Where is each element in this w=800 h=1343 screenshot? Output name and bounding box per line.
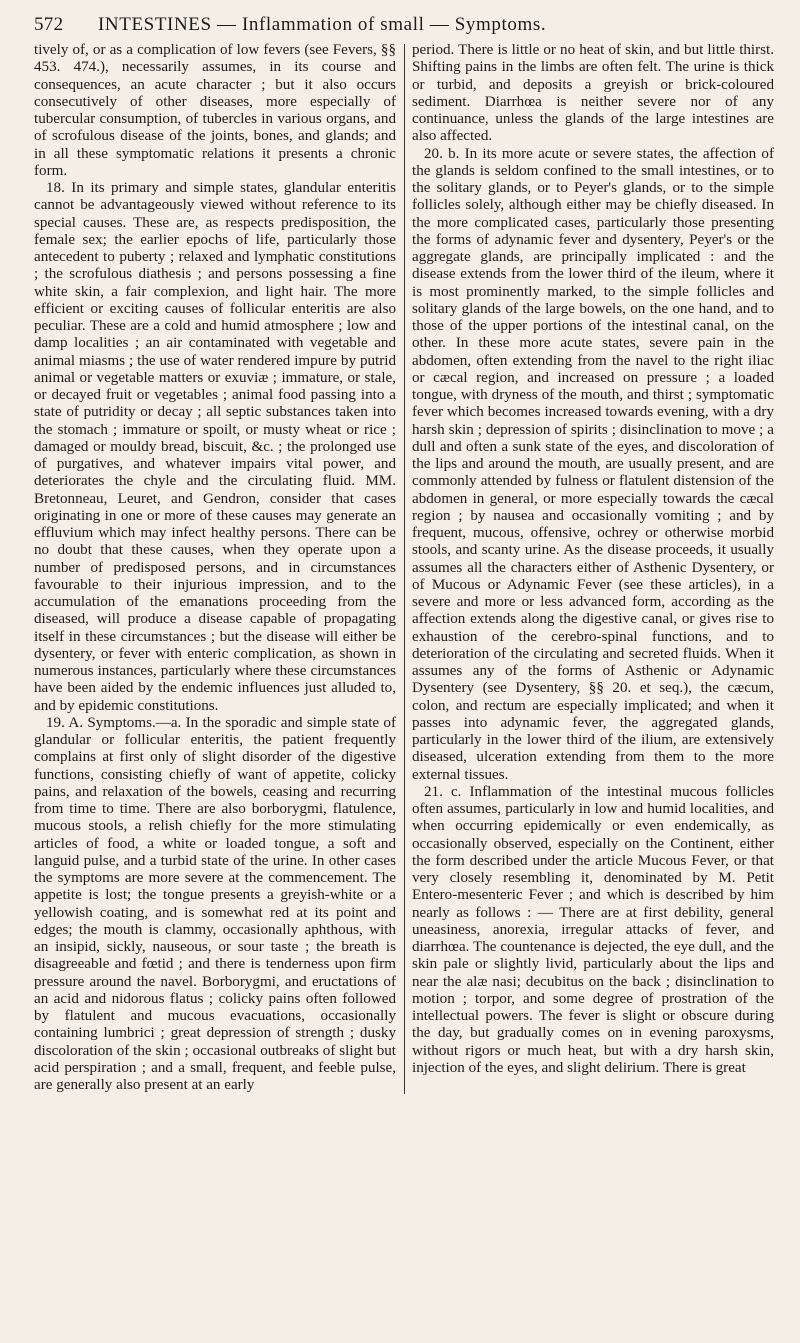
paragraph-21: 21. c. Inflammation of the intestinal mucous follicles often assumes, particularly in low and humid localities, and when occurring epidemically or even endemically, as occasionally observed, especially on the Continent, either the form described under the article Mucous Fever, or that very closely resembling it, denominated by M. Petit Entero-mesenteric Fever ; and which is described by him nearly as follows : — There are at first debility, general uneasiness, anorexia, irregular attacks of fever, and diarrhœa. The countenance is dejected, the eye dull, and the skin pale or slightly livid, particularly about the lips and near the alæ nasi; decubitus on the back ; disinclination to motion ; torpor, and some degree of prostration of the intellectual powers. The fever is slight or obscure during the day, but gradually comes on in evening paroxysms, without rigors or much heat, but with a dry harsh skin, injection of the eyes, and slight delirium. There is great — [412, 783, 774, 1076]
column-divider — [404, 44, 405, 1094]
paragraph-20: 20. b. In its more acute or severe states, the affection of the glands is seldom confined to the small intestines, or to the solitary glands, or to Peyer's glands, or to the simple follicles solely, although either may be chiefly diseased. In the more complicated cases, particularly those presenting the forms of adynamic fever and dysentery, Peyer's or the aggregate glands, are principally implicated : and the disease extends from the lower third of the ileum, where it is most prominently marked, to the simple follicles and solitary glands of the large bowels, on the one hand, and to those of the upper portions of the intestinal canal, on the other. In these more acute states, severe pain in the abdomen, often extending from the navel to the right iliac or cæcal region, and increased on pressure ; a loaded tongue, with dryness of the mouth, and thirst ; symptomatic fever which becomes increased towards evening, with a dry harsh skin ; depression of spirits ; disinclination to move ; a dull and often a sunk state of the eyes, and discoloration of the lips and around the mouth, are usually present, and are commonly attended by fulness or flatulent distension of the abdomen in general, or more especially towards the cæcal region ; by nausea and occasionally vomiting ; and by frequent, mucous, offensive, ochrey or otherwise morbid stools, and scanty urine. As the disease proceeds, it usually assumes all the characters either of Asthenic Dysentery, or of Mucous or Adynamic Fever (see these articles), in a severe and more or less advanced form, according as the affection extends along the digestive canal, or gives rise to exhaustion of the cerebro-spinal functions, and to deterioration of the circulating and secreted fluids. When it assumes any of the forms of Asthenic or Adynamic Dysentery (see Dysentery, §§ 20. et seq.), the cæcum, colon, and rectum are especially implicated; and when it passes into adynamic fever, the aggregated glands, particularly in the lower third of the ilium, are extensively diseased, ulceration extending from them to the more external tissues. — [412, 145, 774, 783]
paragraph-18: 18. In its primary and simple states, glandular enteritis cannot be advantageously viewed without reference to its special causes. These are, as respects predisposition, the female sex; the earlier epochs of life, particularly those antecedent to puberty ; relaxed and lymphatic constitutions ; the scrofulous diathesis ; and persons possessing a fine white skin, a fair complexion, and light hair. The more efficient or exciting causes of follicular enteritis are also peculiar. These are a cold and humid atmosphere ; low and damp localities ; an air contaminated with vegetable and animal miasms ; the use of water rendered impure by putrid animal or vegetable matters or exuviæ ; immature, or stale, or decayed fruit or vegetables ; animal food passing into a state of putridity or decay ; all septic substances taken into the stomach ; immature or spoilt, or musty wheat or rice ; damaged or mouldy bread, biscuit, &c. ; the prolonged use of purgatives, and whatever impairs vital power, and deteriorates the chyle and the circulating fluid. MM. Bretonneau, Leuret, and Gendron, consider that cases originating in one or more of these causes may generate an effluvium which may infect healthy persons. There can be no doubt that these causes, when they operate upon a number of predisposed persons, and in circumstances favourable to their injurious impression, and to the accumulation of the emanations proceeding from the diseased, will produce a disease capable of propagating itself in these circumstances ; but the disease will either be dysentery, or fever with enteric complication, as shown in numerous instances, particularly where these circumstances have been aided by the endemic influences just alluded to, and by epidemic constitutions. — [34, 180, 396, 714]
paragraph-19-continued: period. There is little or no heat of skin, and but little thirst. Shifting pains in the limbs are often felt. The urine is thick or turbid, and deposits a greyish or brick-coloured sediment. Diarrhœa is neither severe nor of any continuance, unless the glands of the large intestines are also affected. — [412, 42, 774, 145]
text-columns — [34, 42, 774, 1094]
page-number: 572 — [34, 14, 64, 35]
paragraph-19: 19. A. Symptoms.—a. In the sporadic and simple state of glandular or follicular enteritis, the patient frequently complains at first only of slight disorder of the digestive functions, consisting chiefly of want of appetite, colicky pains, and relaxation of the bowels, ceasing and recurring from time to time. There are also borborygmi, flatulence, mucous stools, a relish chiefly for the more stimulating articles of food, a white or loaded tongue, a soft and languid pulse, and a turbid state of the urine. In other cases the symptoms are more severe at the commencement. The appetite is lost; the tongue presents a greyish-white or a yellowish coating, and is somewhat red at its point and edges; the mouth is clammy, occasionally aphthous, with an insipid, sickly, nauseous, or sour taste ; the breath is disagreeable and fœtid ; and there is tenderness upon firm pressure around the navel. Borborygmi, and eructations of an acid and nidorous flatus ; colicky pains often followed by flatulent and mucous evacuations, occasionally containing lumbrici ; great depression of strength ; dusky discoloration of the skin ; occasional outbreaks of slight but acid perspiration ; and a small, frequent, and feeble pulse, are generally also present at an early — [34, 714, 396, 1093]
running-head — [34, 14, 774, 40]
running-head-title: INTESTINES — Inflammation of small — Symptoms. — [98, 14, 547, 35]
left-column — [34, 42, 396, 1094]
right-column — [412, 42, 774, 1094]
paragraph-continued: tively of, or as a complication of low fevers (see Fevers, §§ 453. 474.), necessarily assumes, in its course and consequences, an acute character ; but it also occurs consecutively of other diseases, more especially of tubercular consumption, of tubercles in various organs, and of scrofulous disease of the joints, bones, and glands; and in all these symptomatic relations it presents a chronic form. — [34, 42, 396, 179]
